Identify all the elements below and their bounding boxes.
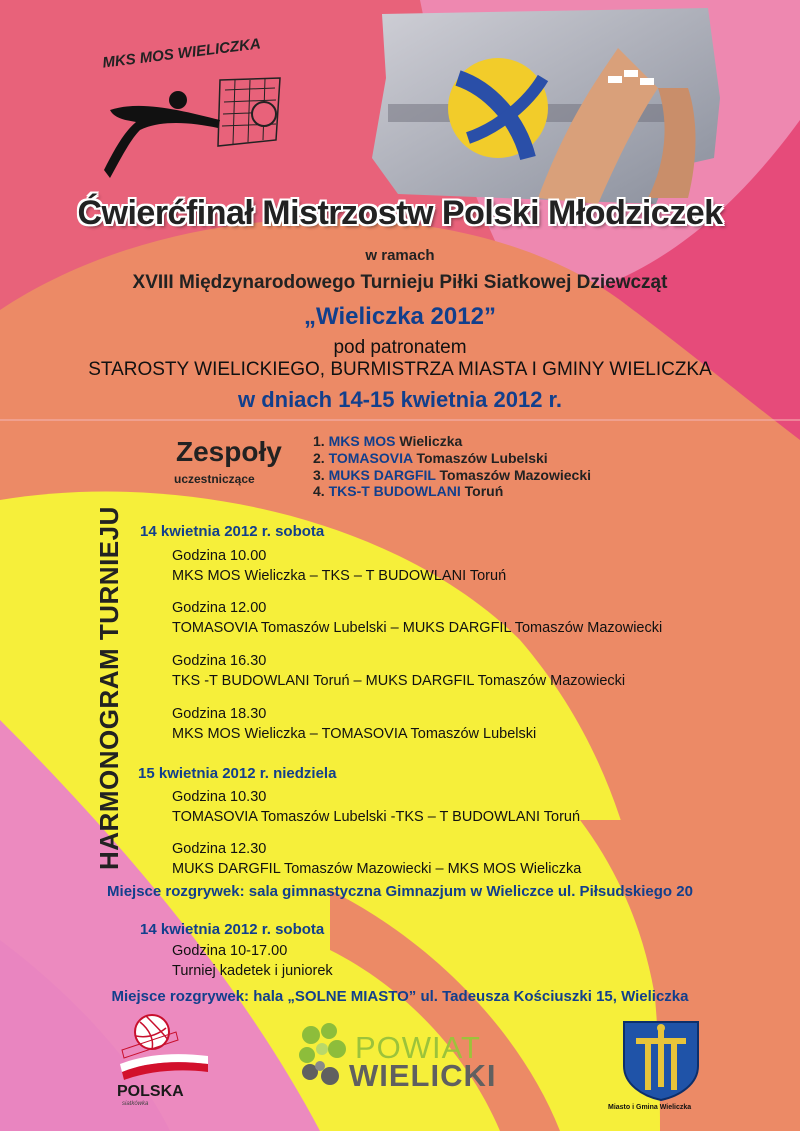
- team-item: 4. TKS-T BUDOWLANI Toruń: [313, 483, 504, 500]
- powiat-flower-icon: [294, 1020, 350, 1092]
- schedule-vertical-title: HARMONOGRAM TURNIEJU: [94, 506, 124, 870]
- team-list: [313, 433, 591, 500]
- polska-siatkowka-logo-icon: [116, 1010, 216, 1084]
- event-item: Godzina 10-17.00 Turniej kadetek i juniorek: [172, 943, 333, 979]
- teams-title: Zespoły: [176, 436, 282, 467]
- day1-label: 14 kwietnia 2012 r. sobota: [140, 523, 325, 540]
- mks-logo-icon: [100, 60, 290, 180]
- day3-label: 14 kwietnia 2012 r. sobota: [140, 921, 325, 938]
- team-item: 2. TOMASOVIA Tomaszów Lubelski: [313, 449, 548, 466]
- powiat-logo-text-top: POWIAT: [355, 1030, 481, 1065]
- powiat-logo-text-bottom: WIELICKI: [349, 1058, 497, 1093]
- gmina-logo-text: Miasto i Gmina Wieliczka: [608, 1104, 692, 1111]
- team-item: 1. MKS MOS Wieliczka: [313, 433, 463, 449]
- match-item: Godzina 12.30 MUKS DARGFIL Tomaszów Mazowiecki – MKS MOS Wieliczka: [172, 841, 582, 877]
- tournament-dates: w dniach 14-15 kwietnia 2012 r.: [237, 387, 563, 412]
- w-ramach-text: w ramach: [365, 247, 435, 264]
- patronage-intro: pod patronatem: [333, 337, 467, 358]
- main-title: Ćwierćfinał Mistrzostw Polski Młodziczek: [77, 194, 723, 232]
- tournament-name: XVIII Międzynarodowego Turnieju Piłki Siatkowej Dziewcząt: [132, 272, 668, 293]
- mks-logo-text: MKS MOS WIELICZKA: [101, 35, 262, 72]
- match-item: Godzina 18.30 MKS MOS Wieliczka – TOMASOVIA Tomaszów Lubelski: [172, 706, 537, 742]
- venue-1: Miejsce rozgrywek: sala gimnastyczna Gimnazjum w Wieliczce ul. Piłsudskiego 20: [107, 883, 693, 900]
- polska-logo-subtext: siatkówka: [122, 1101, 149, 1107]
- teams-subtitle: uczestniczące: [174, 472, 255, 486]
- match-item: Godzina 10.00 MKS MOS Wieliczka – TKS – T BUDOWLANI Toruń: [172, 548, 507, 584]
- wieliczka-coat-of-arms-icon: [620, 1018, 702, 1102]
- volleyball-photo: [368, 8, 728, 210]
- team-item: 3. MUKS DARGFIL Tomaszów Mazowiecki: [313, 466, 591, 483]
- edition-title: „Wieliczka 2012”: [304, 303, 496, 330]
- match-item: Godzina 16.30 TKS -T BUDOWLANI Toruń – MUKS DARGFIL Tomaszów Mazowiecki: [172, 653, 626, 689]
- polska-logo-text: POLSKA: [117, 1083, 184, 1100]
- match-item: Godzina 12.00 TOMASOVIA Tomaszów Lubelski – MUKS DARGFIL Tomaszów Mazowiecki: [172, 600, 663, 636]
- patrons: STAROSTY WIELICKIEGO, BURMISTRZA MIASTA I GMINY WIELICZKA: [88, 359, 712, 380]
- venue-2: Miejsce rozgrywek: hala „SOLNE MIASTO” ul. Tadeusza Kościuszki 15, Wieliczka: [111, 988, 689, 1005]
- match-item: Godzina 10.30 TOMASOVIA Tomaszów Lubelski -TKS – T BUDOWLANI Toruń: [172, 789, 581, 825]
- day2-label: 15 kwietnia 2012 r. niedziela: [138, 765, 337, 782]
